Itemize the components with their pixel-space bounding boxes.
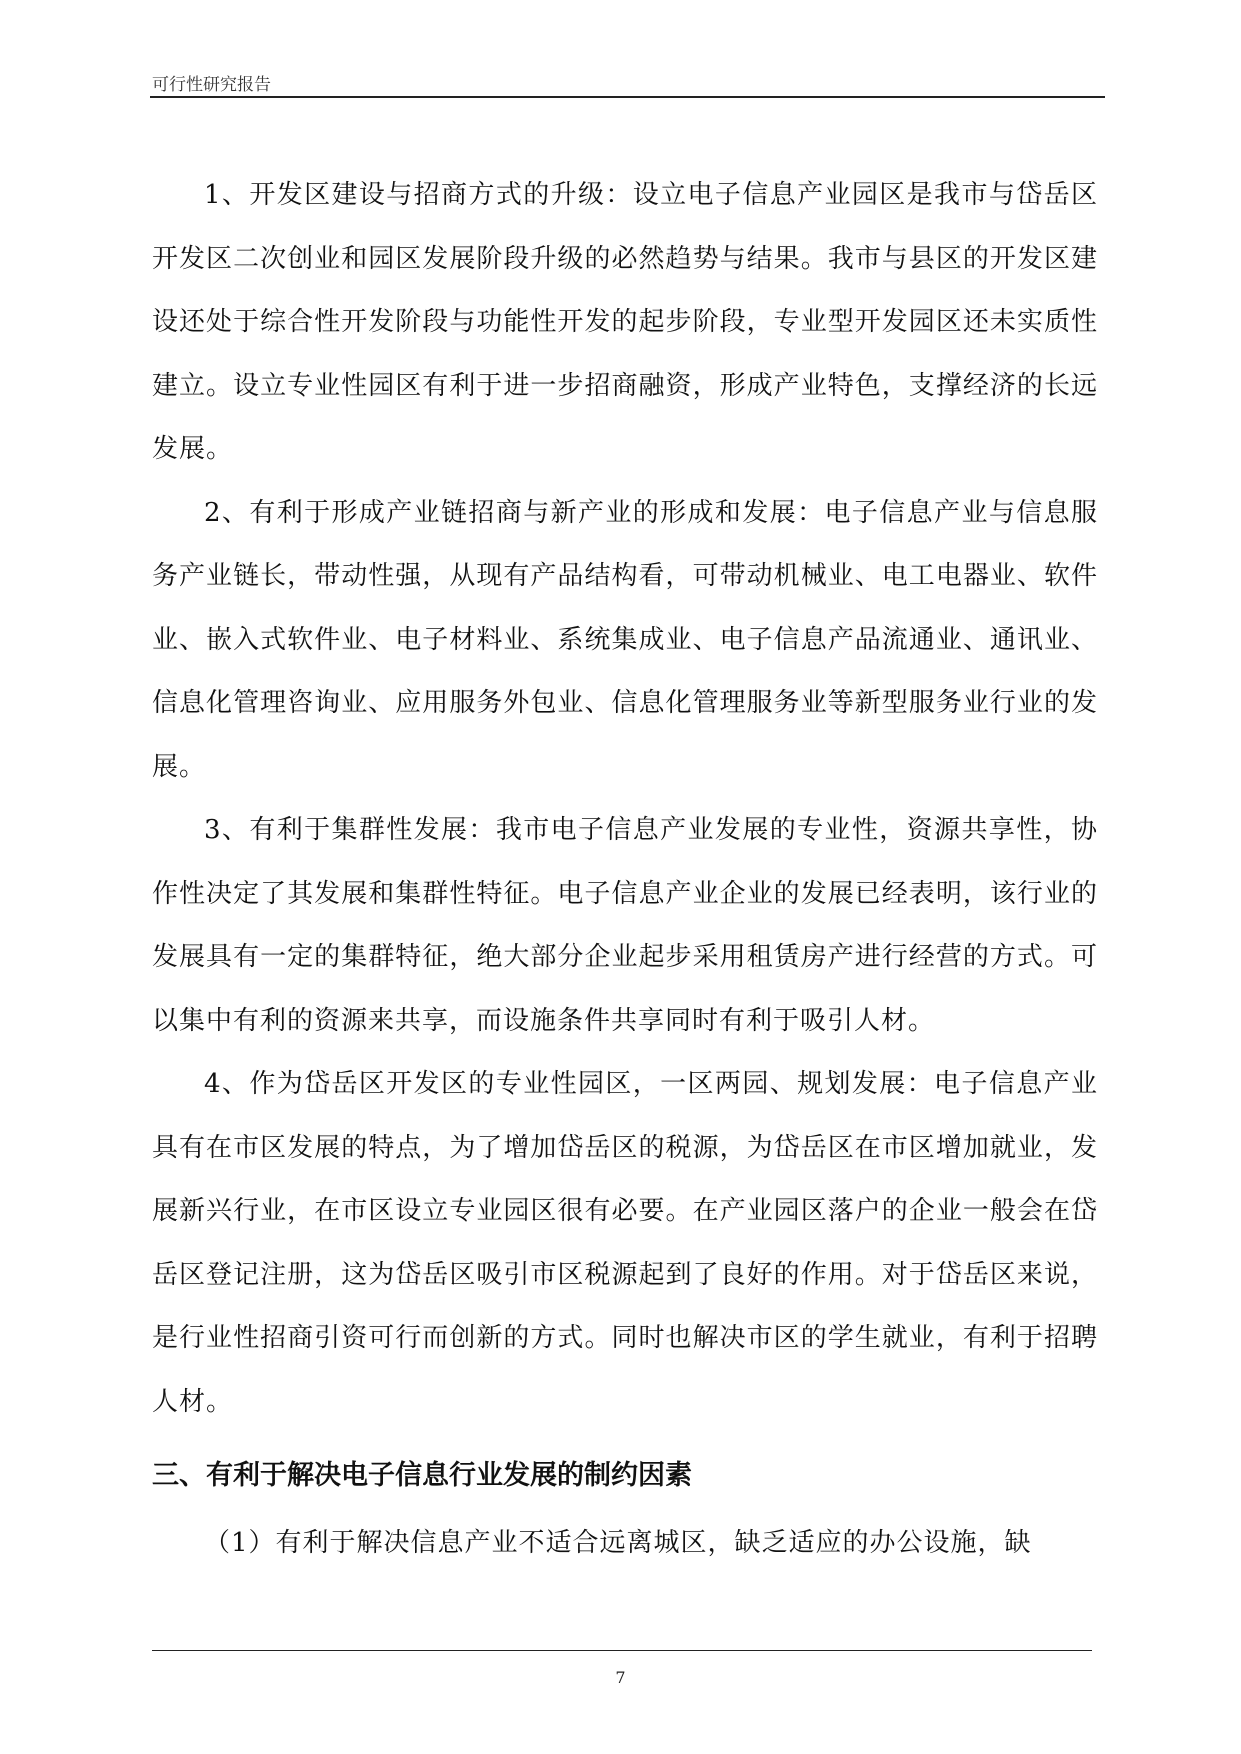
paragraph-2: 2、有利于形成产业链招商与新产业的形成和发展：电子信息产业与信息服务产业链长，带动性强，从现有产品结构看，可带动机械业、电工电器业、软件业、嵌入式软件业、电子材料业、系统集成业、电子信息产品流通业、通讯业、信息化管理咨询业、应用服务外包业、信息化管理服务业等新型服务业行业的发展。 — [152, 497, 1098, 782]
paragraph-4: 4、作为岱岳区开发区的专业性园区，一区两园、规划发展：电子信息产业具有在市区发展的特点，为了增加岱岳区的税源，为岱岳区在市区增加就业，发展新兴行业，在市区设立专业园区很有必要。在产业园区落户的企业一般会在岱岳区登记注册，这为岱岳区吸引市区税源起到了良好的作用。对于岱岳区来说，是行业性招商引资可行而创新的方式。同时也解决市区的学生就业，有利于招聘人材。 — [152, 1069, 1098, 1417]
section-heading: 三、有利于解决电子信息行业发展的制约因素 — [152, 1460, 692, 1491]
footer-divider — [152, 1650, 1092, 1651]
section-item-1: （1）有利于解决信息产业不适合远离城区，缺乏适应的办公设施，缺 — [204, 1528, 1032, 1558]
header-divider — [150, 96, 1105, 98]
paragraph-1: 1、开发区建设与招商方式的升级：设立电子信息产业园区是我市与岱岳区开发区二次创业和园区发展阶段升级的必然趋势与结果。我市与县区的开发区建设还处于综合性开发阶段与功能性开发的起步阶段，专业型开发园区还未实质性建立。设立专业性园区有利于进一步招商融资，形成产业特色，支撑经济的长远发展。 — [152, 180, 1098, 464]
document-body — [152, 164, 1098, 1576]
paragraph-3: 3、有利于集群性发展：我市电子信息产业发展的专业性，资源共享性，协作性决定了其发展和集群性特征。电子信息产业企业的发展已经表明，该行业的发展具有一定的集群特征，绝大部分企业起步采用租赁房产进行经营的方式。可以集中有利的资源来共享，而设施条件共享同时有利于吸引人材。 — [152, 815, 1098, 1036]
page-number: 7 — [615, 1668, 626, 1687]
running-header: 可行性研究报告 — [152, 75, 271, 95]
